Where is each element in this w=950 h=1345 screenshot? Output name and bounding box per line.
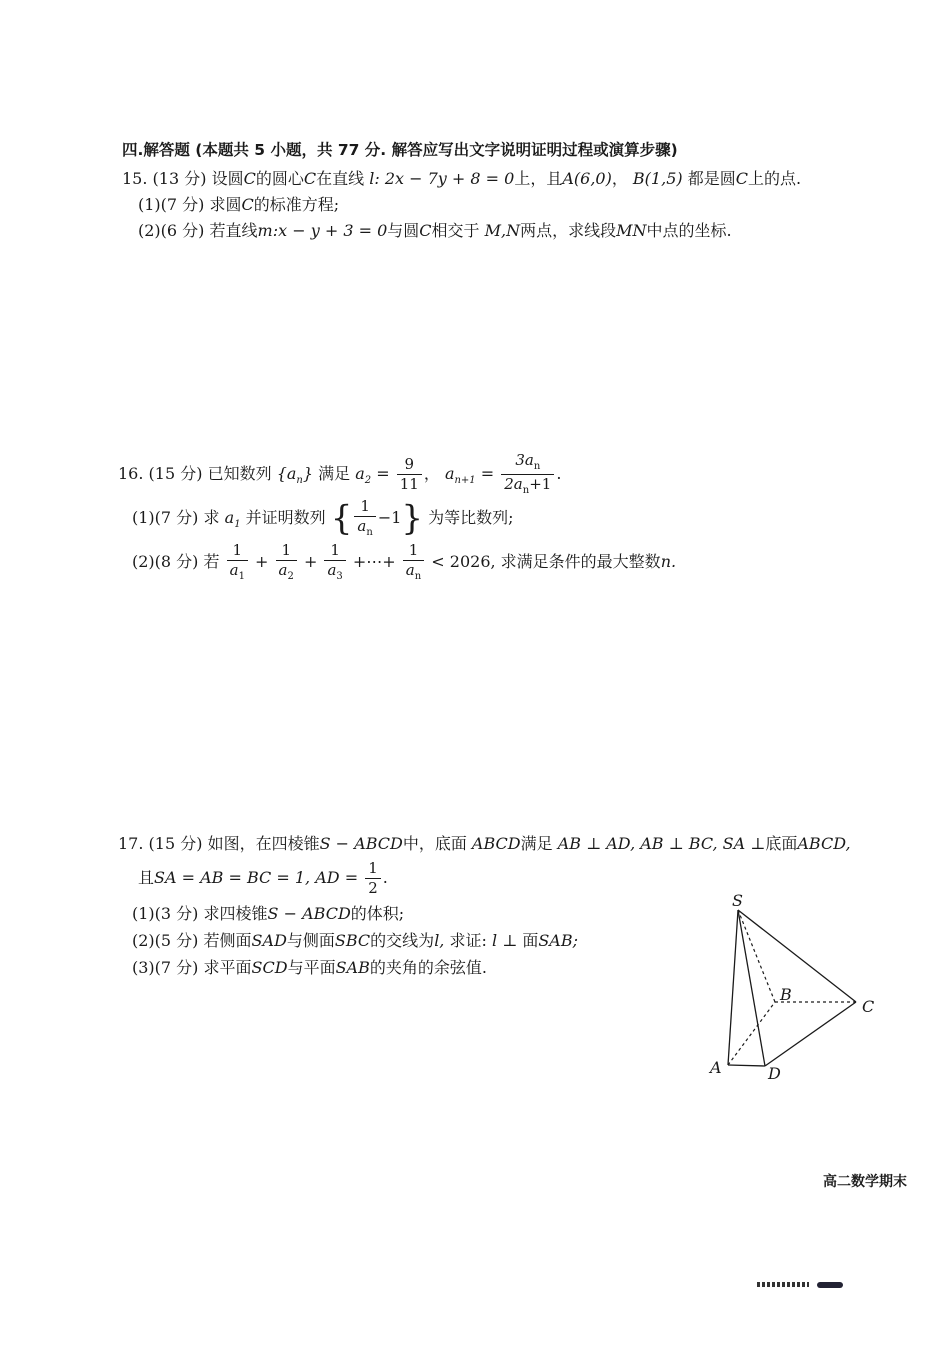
q15-stem: 15. (13 分) 设圆C的圆心C在直线 l: 2x − 7y + 8 = 0上，且A(6,0)， B(1,5) 都是圆C上的点. [122, 169, 802, 188]
q17-stem: 17. (15 分) 如图，在四棱锥S − ABCD中，底面 ABCD满足 AB ⊥ AD, AB ⊥ BC, SA ⊥底面ABCD, [118, 834, 851, 853]
label-S: S [732, 891, 743, 910]
section-heading: 四.解答题 (本题共 5 小题，共 77 分. 解答应写出文字说明证明过程或演算步骤) [122, 141, 678, 159]
q15-part1: (1)(7 分) 求圆C的标准方程; [138, 195, 340, 214]
q17-conditions: 且SA = AB = BC = 1, AD = $\frac{1}{2}$ . [138, 859, 388, 897]
q17-part2: (2)(5 分) 若侧面SAD与侧面SBC的交线为l, 求证: l ⊥ 面SAB; [132, 931, 579, 950]
label-B: B [780, 985, 792, 1004]
label-C: C [862, 997, 875, 1016]
q17-part3: (3)(7 分) 求平面SCD与平面SAB的夹角的余弦值. [132, 958, 487, 977]
edge-SD [738, 910, 765, 1066]
label-D: D [768, 1064, 781, 1083]
a2-fraction: $\frac{9}{11}$ [397, 457, 422, 492]
footer-label: 高二数学期末 [823, 1174, 907, 1190]
q16-stem: 16. (15 分) 已知数列 $\{a_n\}$ 满足 $a_2$ = $\frac{9}{11}$ ， $a_{n+1}$ = $\frac{3a_n}{2a_n+1}$ . [118, 451, 562, 496]
scan-mark [757, 1281, 847, 1289]
q15-part2: (2)(6 分) 若直线m:x − y + 3 = 0与圆C相交于 M,N两点，求线段MN中点的坐标. [138, 221, 732, 240]
q16-part1: (1)(7 分) 求 $a_1$ 并证明数列 { $\frac{1}{a_n}$ −1} 为等比数列; [132, 497, 514, 539]
q16-part2: (2)(8 分) 若 $\frac{1}{a_1}$ + $\frac{1}{a_2}$ + $\frac{1}{a_3}$ +⋯+ $\frac{1}{a_n}$ < 2026, 求满足条件的最大整数n. [132, 541, 677, 582]
edge-AD [728, 1065, 765, 1066]
label-A: A [710, 1058, 722, 1077]
edge-AB-hidden [728, 1002, 775, 1065]
edge-SA [728, 910, 738, 1065]
edge-SC [738, 910, 856, 1002]
pyramid-figure [700, 890, 890, 1090]
recurrence-fraction: $\frac{3a_n}{2a_n+1}$ [501, 453, 554, 496]
edge-DC [765, 1002, 856, 1066]
q17-part1: (1)(3 分) 求四棱锥S − ABCD的体积; [132, 904, 405, 923]
